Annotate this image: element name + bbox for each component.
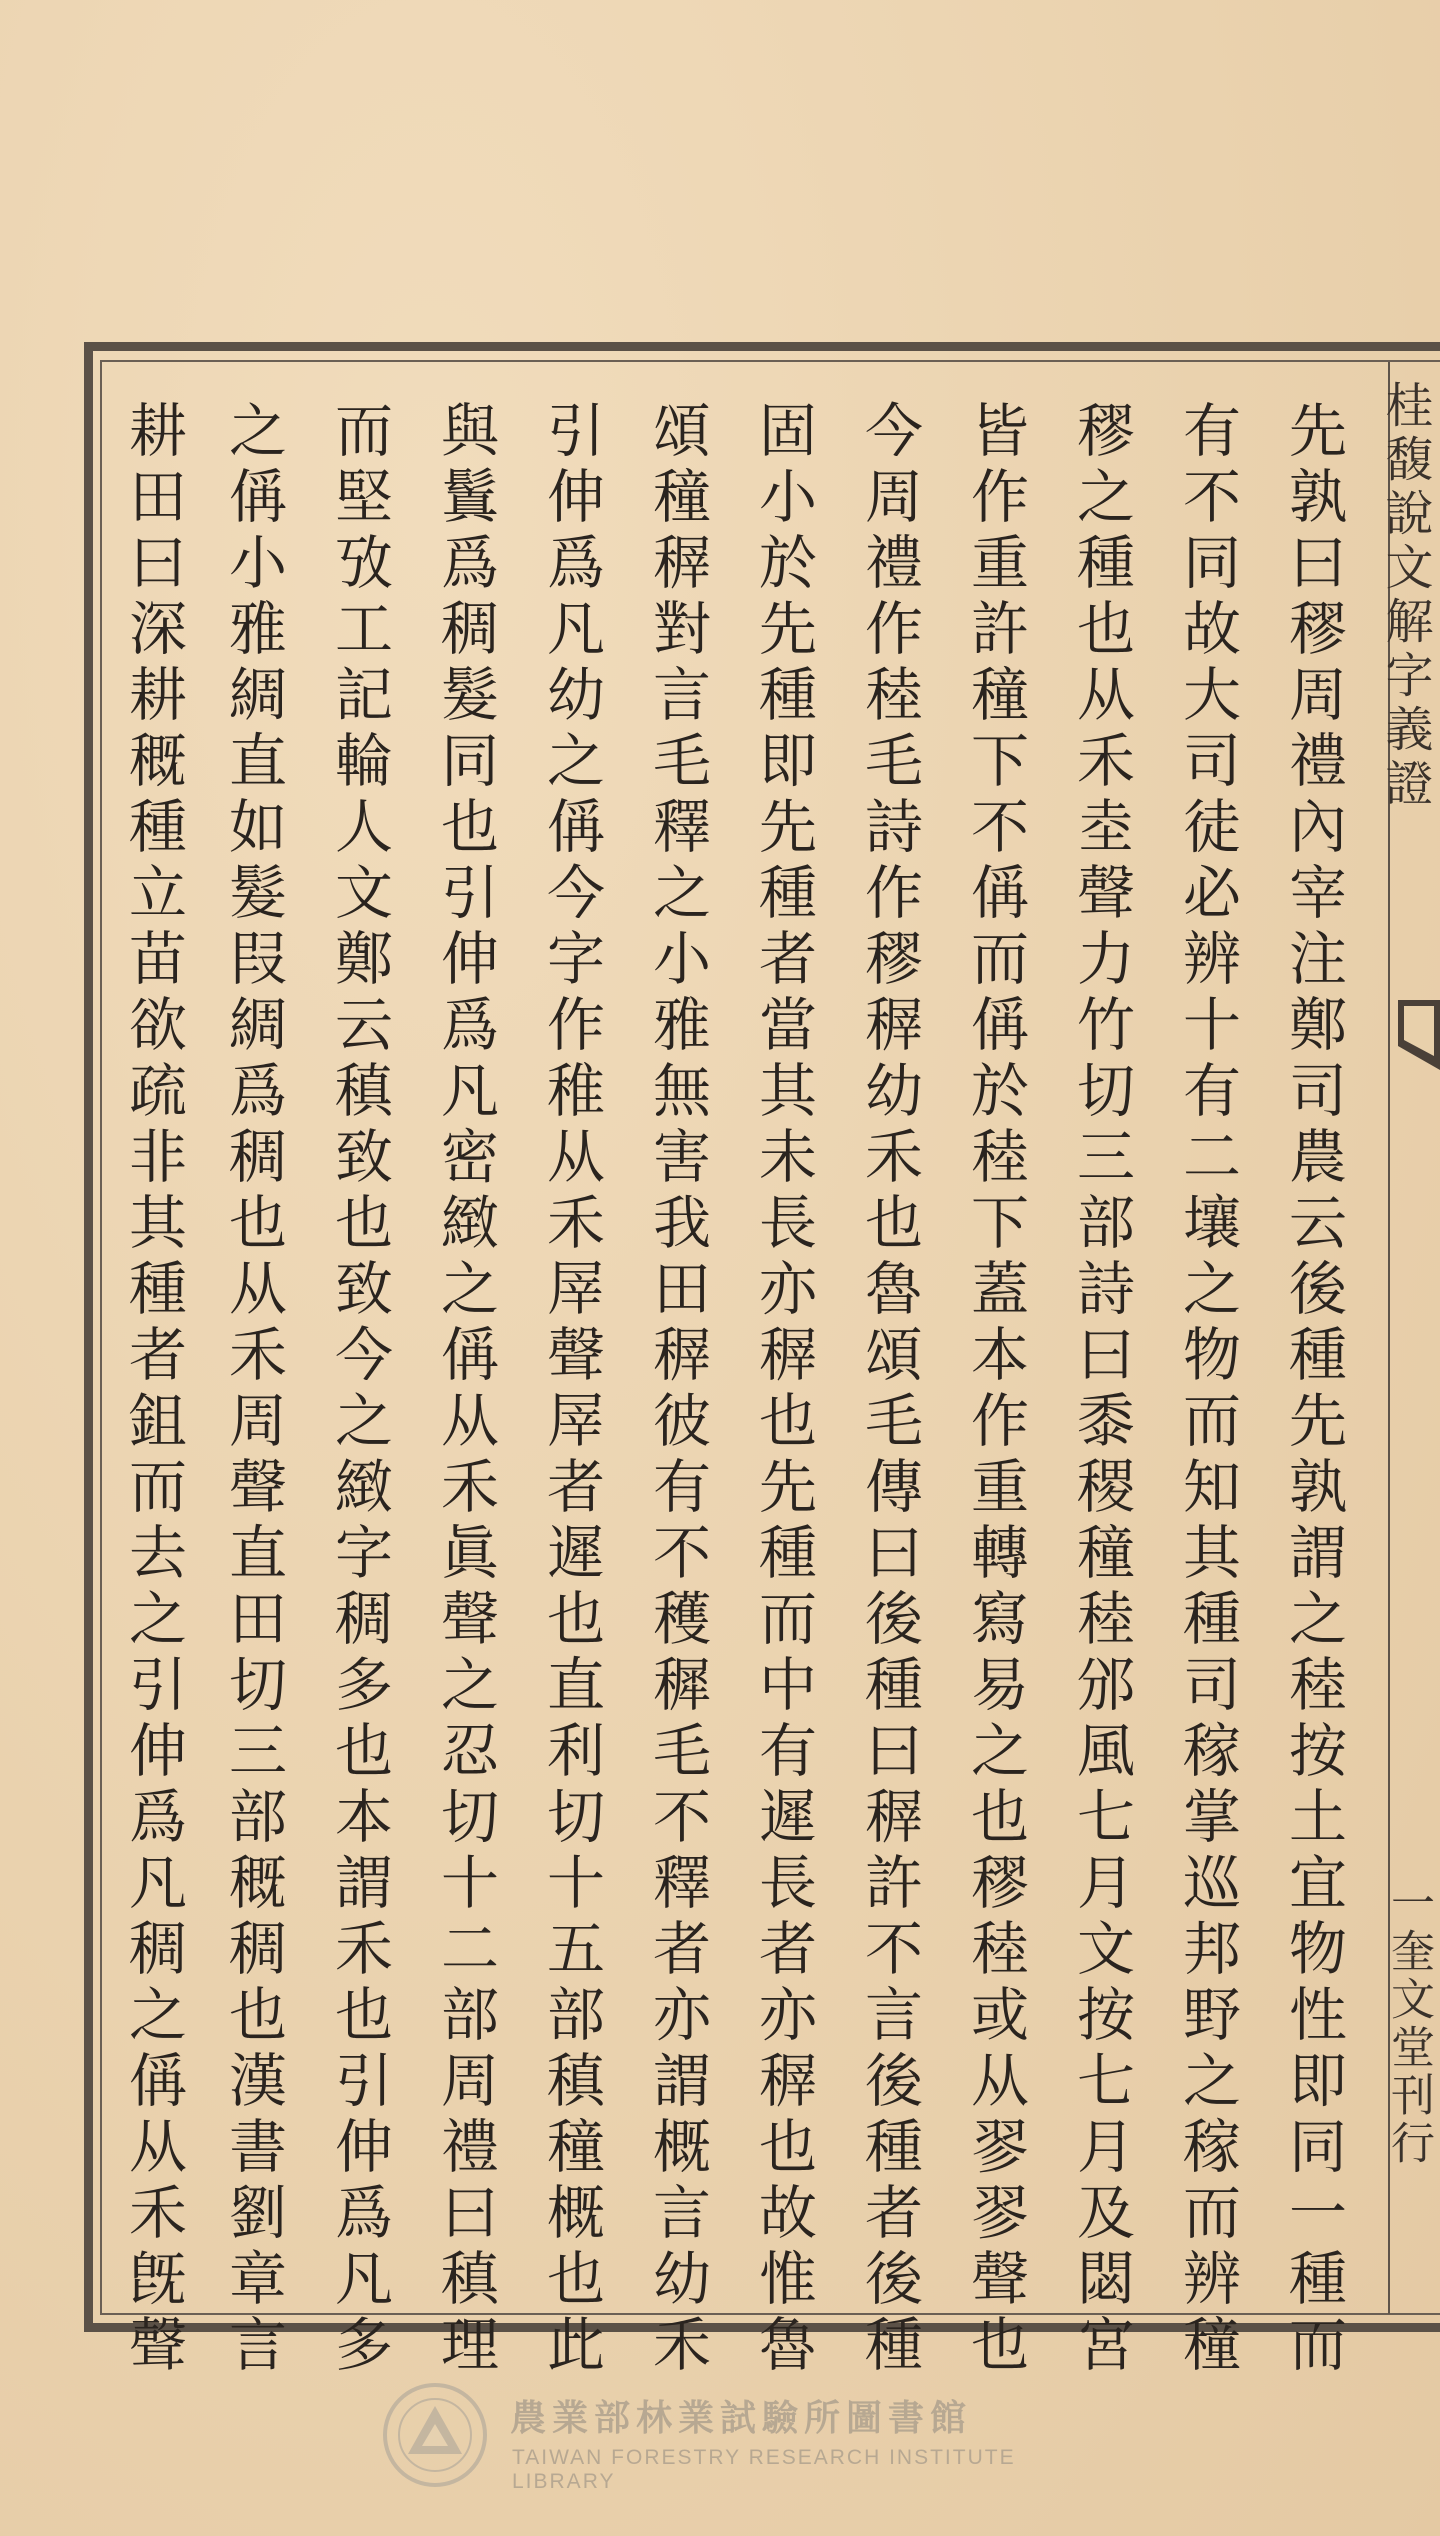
text-column-1: 先孰曰穋周禮內宰注鄭司農云後種先孰謂之稑按土宜物性即同一種而 <box>1279 400 1347 2380</box>
text-column-9: 與鬒爲稠髮同也引伸爲凡密緻之偁从禾眞聲之忍切十二部周禮曰稹理 <box>431 400 499 2380</box>
text-column-4: 皆作重許穜下不偁而偁於稑下蓋本作重轉寫易之也穋稑或从翏翏聲也 <box>961 400 1029 2380</box>
text-column-6: 固小於先種即先種者當其未長亦稺也先種而中有遲長者亦稺也故惟魯 <box>749 400 817 2380</box>
publisher-imprint: 一奎文堂刊行 <box>1383 1880 1434 2168</box>
library-name-chinese: 農業部林業試驗所圖書館 <box>510 2398 973 2439</box>
library-seal-icon <box>380 2380 490 2490</box>
text-column-12: 耕田曰深耕穊種立苗欲疏非其種者鉏而去之引伸爲凡稠之偁从禾旣聲 <box>119 400 187 2380</box>
text-column-7: 頌穜稺對言毛釋之小雅無害我田稺彼有不穫穉毛不釋者亦謂概言幼禾 <box>643 400 711 2380</box>
text-column-11: 之偁小雅綢直如髮叚綢爲稠也从禾周聲直田切三部穊稠也漢書劉章言 <box>219 400 287 2380</box>
text-column-10: 而堅攷工記輪人文鄭云稹致也致今之緻字稠多也本謂禾也引伸爲凡多 <box>325 400 393 2380</box>
text-column-2: 有不同故大司徒必辨十有二壤之物而知其種司稼掌巡邦野之稼而辨穜 <box>1173 400 1241 2380</box>
margin-title: 桂馥說文解字義證 <box>1377 380 1433 812</box>
fishtail-mark-icon <box>1398 1000 1440 1070</box>
text-column-5: 今周禮作稑毛詩作穋稺幼禾也魯頌毛傳曰後種曰稺許不言後種者後種 <box>855 400 923 2380</box>
library-watermark <box>380 2380 1100 2510</box>
library-name-english: TAIWAN FORESTRY RESEARCH INSTITUTE LIBRARY <box>512 2446 1016 2493</box>
text-column-3: 穋之種也从禾坴聲力竹切三部詩曰黍稷穜稑邠風七月文按七月及閟宮 <box>1067 400 1135 2380</box>
text-column-8: 引伸爲凡幼之偁今字作稚从禾屖聲屖者遲也直利切十五部稹穜概也此 <box>537 400 605 2380</box>
